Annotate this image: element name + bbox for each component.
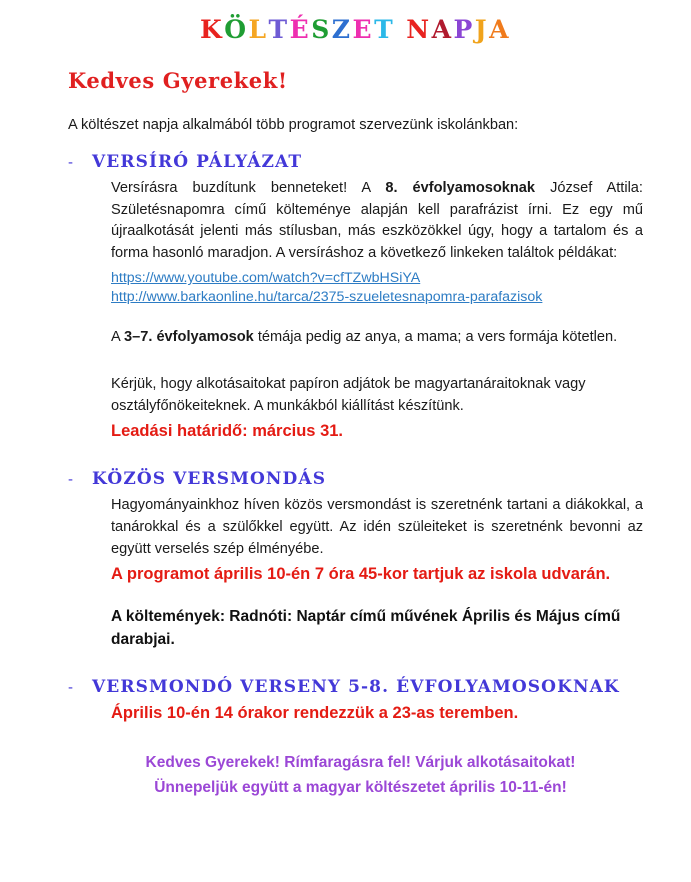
intro-paragraph: A költészet napja alkalmából több programot szervezünk iskolánkban:: [68, 116, 519, 133]
section-1-paragraph-1: [111, 178, 643, 266]
title-letter-10: N: [406, 15, 432, 44]
bullet-dash-icon: -: [68, 471, 73, 489]
bullet-dash-icon: -: [68, 153, 73, 171]
section-1-paragraph-3: Kérjük, hogy alkotásaitokat papíron adjátok be magyartanáraitoknak vagy osztályfőnökeiteknek. A munkákból kiállítást készítünk.: [111, 376, 586, 415]
section-2-poems-note: A költemények: Radnóti: Naptár című művének Április és Május című darabjai.: [111, 608, 621, 648]
title-letter-4: É: [289, 15, 312, 44]
section-2-body: [111, 495, 643, 651]
section-2-heading: [68, 469, 643, 489]
s1p2-part-b: témája pedig az anya, a mama; a vers formája kötetlen.: [253, 328, 618, 345]
section-1-deadline: Leadási határidő: március 31.: [111, 422, 344, 441]
title-letter-11: A: [431, 15, 454, 44]
closing-line-1: Kedves Gyerekek! Rímfaragásra fel! Várjuk alkotásaitokat!: [145, 754, 576, 772]
section-3-body: [111, 702, 643, 725]
s1p2-part-a: A: [111, 328, 124, 345]
section-3-heading-label: VERSMONDÓ VERSENY 5-8. ÉVFOLYAMOSOKNAK: [92, 677, 620, 698]
section-2-paragraph-1: Hagyományainkhoz híven közös versmondást is szeretnénk tartani a diákokkal, a tanárokkal és a szülőkkel együtt. Az idén szüleiteket is szeretnénk bevonni az együtt verselés szép élményébe.: [111, 497, 643, 558]
spacer: [111, 308, 643, 321]
example-links: [111, 269, 643, 307]
section-versiro-palyazat: [68, 152, 643, 444]
s1p1-bold-grade: 8. évfolyamosoknak: [385, 179, 536, 196]
closing-message: [68, 751, 643, 801]
greeting-heading: Kedves Gyerekek!: [68, 67, 288, 93]
title-letter-8: T: [374, 15, 396, 44]
section-3-schedule: Április 10-én 14 órakor rendezzük a 23-as teremben.: [111, 704, 519, 723]
section-3-heading: [68, 677, 643, 697]
title-letter-12: P: [453, 15, 475, 44]
spacer: [111, 586, 643, 606]
title-letter-6: Z: [331, 15, 353, 44]
link-barkaonline[interactable]: http://www.barkaonline.hu/tarca/2375-szueletesnapomra-parafazisok: [111, 289, 543, 306]
section-1-heading: [68, 152, 643, 172]
s1p1-part-a: Versírásra buzdítunk benneteket! A: [111, 179, 386, 196]
title-letter-3: T: [268, 15, 290, 44]
section-1-heading-label: VERSÍRÓ PÁLYÁZAT: [92, 151, 303, 172]
section-kozos-versmondas: [68, 469, 643, 651]
title-letter-7: E: [352, 15, 375, 44]
bullet-dash-icon: -: [68, 679, 73, 697]
spacer: [111, 348, 643, 368]
closing-line-2: Ünnepeljük együtt a magyar költészetet április 10-11-én!: [154, 778, 567, 796]
section-1-body: [111, 178, 643, 444]
s1p1-part-b: József Attila: Születésnapomra című költeménye alapján kell parafrázist írni. Ez egy mű újraalkotását jelenti más stílusban, más eszközökkel úgy, hogy a tartalom és a forma hasonló maradjon. A versíráshoz a következő linkeken találtok példákat:: [111, 179, 643, 262]
section-2-heading-label: KÖZÖS VERSMONDÁS: [92, 469, 327, 490]
title-letter-5: S: [311, 15, 332, 44]
title-letter-1: Ö: [224, 15, 249, 44]
section-versmondo-verseny: [68, 677, 643, 725]
section-2-schedule: A programot április 10-én 7 óra 45-kor tartjuk az iskola udvarán.: [111, 565, 611, 583]
section-1-paragraph-2: [111, 327, 643, 349]
title-letter-0: K: [199, 15, 225, 44]
page-title: [68, 16, 643, 44]
s1p2-bold-grades: 3–7. évfolyamosok: [123, 328, 254, 345]
link-youtube[interactable]: https://www.youtube.com/watch?v=cfTZwbHSiYA: [111, 270, 421, 287]
title-letter-2: L: [248, 15, 269, 44]
title-letter-13: J: [474, 15, 490, 44]
title-letter-14: A: [489, 15, 512, 44]
